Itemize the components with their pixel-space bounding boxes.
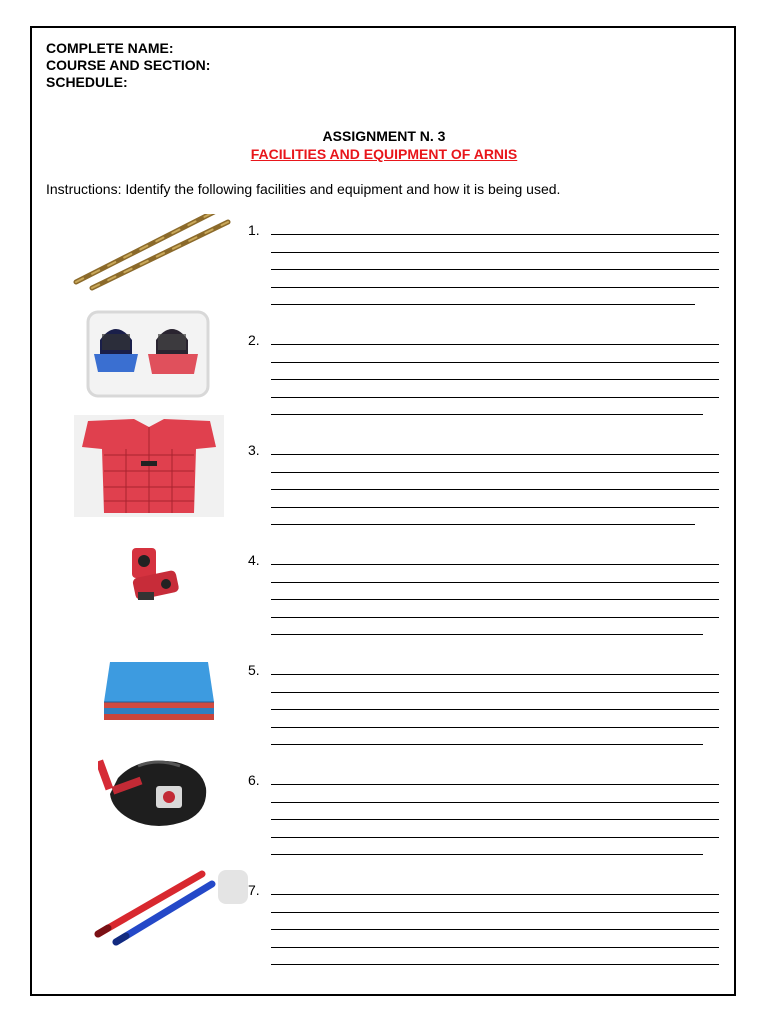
head-gear-picture — [86, 310, 210, 398]
item-number: 5. — [248, 662, 260, 678]
answer-line[interactable] — [271, 674, 719, 675]
answer-line[interactable] — [271, 744, 703, 745]
answer-line[interactable] — [271, 727, 719, 728]
answer-line[interactable] — [271, 854, 703, 855]
answer-line[interactable] — [271, 564, 719, 565]
answer-line[interactable] — [271, 287, 719, 288]
floor-mat-picture — [100, 658, 218, 724]
answer-line[interactable] — [271, 599, 719, 600]
answer-line[interactable] — [271, 784, 719, 785]
answer-line[interactable] — [271, 304, 695, 305]
complete-name-label: COMPLETE NAME: — [46, 40, 174, 56]
course-section-label: COURSE AND SECTION: — [46, 57, 211, 73]
answer-line[interactable] — [271, 379, 719, 380]
rattan-sticks-picture — [72, 214, 232, 298]
item-number: 3. — [248, 442, 260, 458]
answer-line[interactable] — [271, 894, 719, 895]
answer-line[interactable] — [271, 802, 719, 803]
answer-line[interactable] — [271, 397, 719, 398]
padded-gloves-picture — [98, 754, 214, 834]
assignment-subtitle: FACILITIES AND EQUIPMENT OF ARNIS — [250, 146, 518, 162]
answer-line[interactable] — [271, 362, 719, 363]
answer-line[interactable] — [271, 507, 719, 508]
answer-line[interactable] — [271, 617, 719, 618]
item-number: 7. — [248, 882, 260, 898]
answer-line[interactable] — [271, 454, 719, 455]
assignment-title: ASSIGNMENT N. 3 — [322, 128, 446, 144]
item-number: 1. — [248, 222, 260, 238]
instructions: Instructions: Identify the following facilities and equipment and how it is being used. — [46, 181, 561, 197]
answer-line[interactable] — [271, 819, 719, 820]
answer-line[interactable] — [271, 709, 719, 710]
answer-line[interactable] — [271, 472, 719, 473]
answer-line[interactable] — [271, 269, 719, 270]
answer-line[interactable] — [271, 252, 719, 253]
answer-line[interactable] — [271, 634, 703, 635]
answer-line[interactable] — [271, 912, 719, 913]
answer-line[interactable] — [271, 964, 719, 965]
body-armor-picture — [74, 415, 224, 517]
schedule-label: SCHEDULE: — [46, 74, 128, 90]
answer-line[interactable] — [271, 344, 719, 345]
answer-line[interactable] — [271, 947, 719, 948]
item-6 — [0, 770, 768, 880]
answer-line[interactable] — [271, 489, 719, 490]
answer-line[interactable] — [271, 929, 719, 930]
answer-line[interactable] — [271, 582, 719, 583]
item-7 — [0, 880, 768, 990]
item-4 — [0, 550, 768, 660]
answer-line[interactable] — [271, 414, 703, 415]
answer-line[interactable] — [271, 692, 719, 693]
arm-guards-picture — [126, 546, 190, 606]
item-3 — [0, 440, 768, 550]
item-number: 2. — [248, 332, 260, 348]
answer-line[interactable] — [271, 234, 719, 235]
padded-sticks-picture — [90, 870, 250, 954]
item-number: 4. — [248, 552, 260, 568]
answer-line[interactable] — [271, 524, 695, 525]
item-number: 6. — [248, 772, 260, 788]
answer-line[interactable] — [271, 837, 719, 838]
